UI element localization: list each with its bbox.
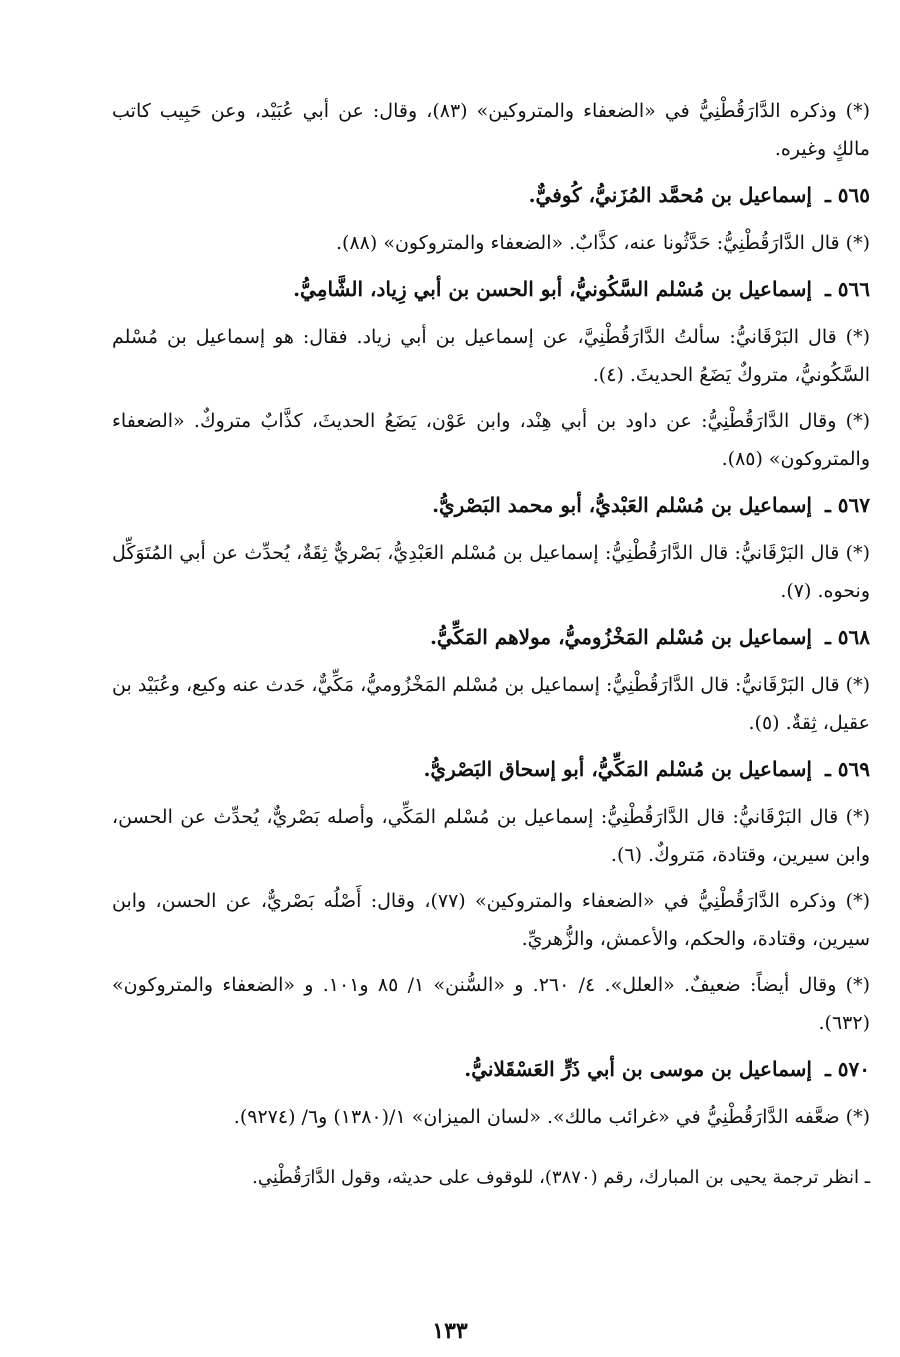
entry-title: إسماعيل بن مُسْلم المَخْزُوميُّ، مولاهم المَكِّيُّ.: [429, 625, 812, 649]
entry-title: إسماعيل بن موسى بن أبي ذَرٍّ العَسْقَلانيُّ.: [464, 1057, 812, 1081]
entry-title: إسماعيل بن مُسْلم العَبْديُّ، أبو محمد البَصْريُّ.: [432, 493, 812, 517]
entry-title: إسماعيل بن مُحمَّد المُزَنيُّ، كُوفيٌّ.: [528, 183, 812, 207]
intro-paragraph: (*) وذكره الدَّارَقُطْنِيُّ في «الضعفاء والمتروكين» (٨٣)، وقال: عن أبي عُبَيْد، وعن حَبِيب كاتب مالكٍ وغيره.: [112, 100, 871, 160]
cross-reference-note: ـ انظر ترجمة يحيى بن المبارك، رقم (٣٨٧٠)، للوقوف على حديثه، وقول الدَّارَقُطْنِي.: [252, 1167, 870, 1188]
entry-paragraph: (*) ضعَّفه الدَّارَقُطْنِيُّ في «غرائب مالك». «لسان الميزان» ١/(١٣٨٠) و٦/ (٩٢٧٤).: [233, 1106, 870, 1128]
entry-paragraph: (*) قال البَرْقَانيُّ: سألتُ الدَّارَقُطْنِيَّ، عن إسماعيل بن أبي زياد. فقال: هو إسماعيل بن مُسْلم السَّكُونيُّ، متروكٌ يَضَعُ الحديثَ. (٤).: [112, 326, 870, 386]
entry-number: ٥٦٦ ـ: [824, 277, 870, 301]
entry-paragraph: (*) قال الدَّارَقُطْنِيُّ: حَدَّثُونا عنه، كذَّابٌ. «الضعفاء والمتروكون» (٨٨).: [336, 232, 870, 254]
entry-paragraph: (*) وقال الدَّارَقُطْنِيُّ: عن داود بن أبي هِنْد، وابن عَوْن، يَضَعُ الحديثَ، كذَّابٌ متروكٌ. «الضعفاء والمتروكون» (٨٥).: [112, 410, 870, 470]
entry-heading-566: [112, 270, 870, 308]
page-number: ١٣٣: [432, 1318, 468, 1344]
entry-title: إسماعيل بن مُسْلم السَّكُونيُّ، أبو الحسن بن أبي زِياد، الشَّامِيُّ.: [293, 277, 812, 301]
entry-heading-570: [112, 1050, 870, 1088]
entry-title: إسماعيل بن مُسْلم المَكِّيُّ، أبو إسحاق البَصْريُّ.: [423, 757, 812, 781]
entry-number: ٥٧٠ ـ: [824, 1057, 870, 1081]
entry-number: ٥٦٩ ـ: [824, 757, 870, 781]
entry-heading-568: [112, 618, 870, 656]
entry-paragraph: (*) وذكره الدَّارَقُطْنِيُّ في «الضعفاء والمتروكين» (٧٧)، وقال: أَصْلُه بَصْريٌّ، عن الحسن، وابن سيرين، وقتادة، والحكم، والأعمش، والزُّهريِّ.: [112, 890, 871, 950]
entry-number: ٥٦٨ ـ: [824, 625, 870, 649]
entry-paragraph: (*) قال البَرْقَانيُّ: قال الدَّارَقُطْنِيُّ: إسماعيل بن مُسْلم العَبْدِيُّ، بَصْريٌّ ثِقَةٌ، يُحدِّث عن أبي المُتَوَكِّل ونحوه. (٧).: [112, 542, 870, 602]
entry-paragraph: (*) قال البَرْقَانيُّ: قال الدَّارَقُطْنِيُّ: إسماعيل بن مُسْلم المَكِّي، وأصله بَصْريٌّ، يُحدِّث عن الحسن، وابن سيرين، وقتادة، مَتروكٌ. (٦).: [112, 806, 870, 866]
entry-heading-567: [112, 486, 870, 524]
entry-paragraph: (*) وقال أيضاً: ضعيفٌ. «العلل». ٤/ ٢٦٠. و «السُّنن» ١/ ٨٥ و١٠١. و «الضعفاء والمتروكون» (٦٣٢).: [112, 974, 870, 1034]
document-page: [112, 92, 870, 1204]
entry-number: ٥٦٧ ـ: [824, 493, 870, 517]
entry-heading-569: [112, 750, 870, 788]
entry-paragraph: (*) قال البَرْقَانيُّ: قال الدَّارَقُطْنِيُّ: إسماعيل بن مُسْلم المَخْزُوميُّ، مَكِّيٌّ، حَدث عنه وكيع، وعُبَيْد بن عقيل، ثِقةٌ. (٥).: [112, 674, 870, 734]
entry-heading-565: [112, 176, 870, 214]
entry-number: ٥٦٥ ـ: [824, 183, 870, 207]
